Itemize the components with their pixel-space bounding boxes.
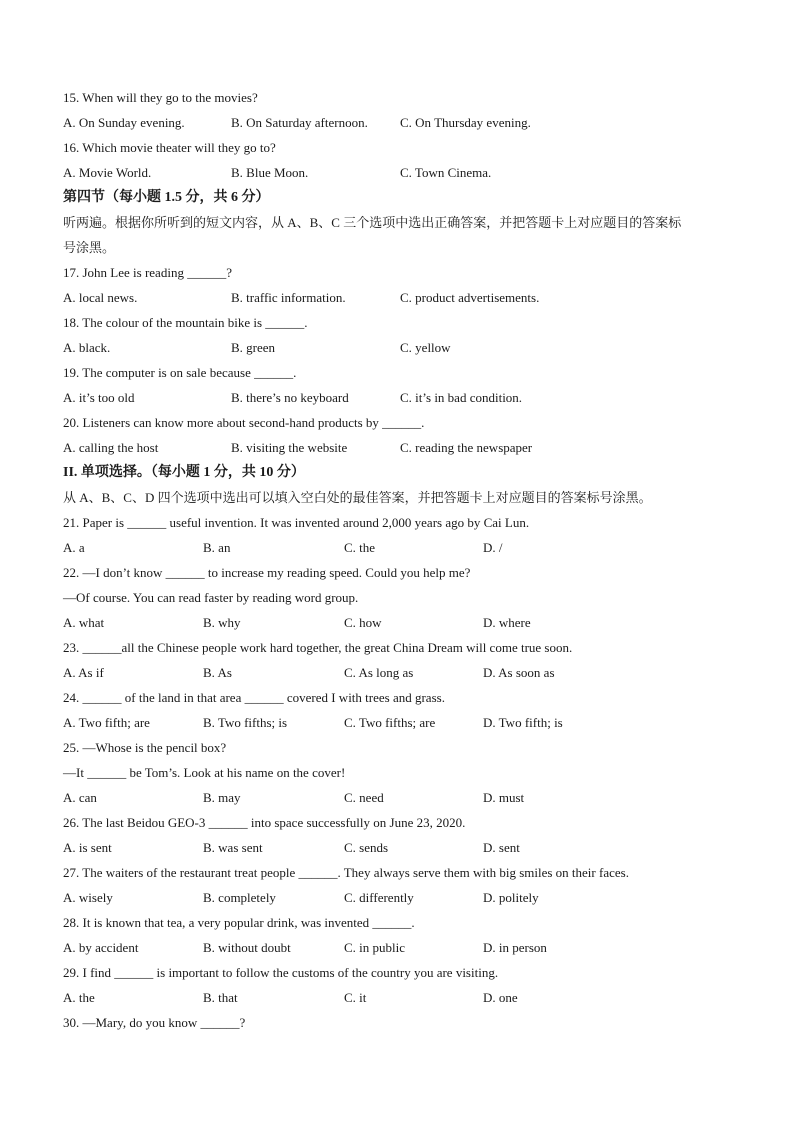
option-b-28: B. without doubt: [203, 940, 291, 955]
option-d-28: D. in person: [483, 940, 547, 955]
option-c-25: C. need: [344, 790, 384, 805]
option-d-22: D. where: [483, 615, 531, 630]
option-c-26: C. sends: [344, 840, 389, 855]
option-c-29: C. it: [344, 990, 367, 1005]
option-a-28: A. by accident: [63, 940, 139, 955]
question-stem-19: 19. The computer is on sale because ______.: [63, 365, 297, 380]
option-b-27: B. completely: [203, 890, 276, 905]
option-b-22: B. why: [203, 615, 241, 630]
option-d-21: D. /: [483, 540, 503, 555]
option-a-19: A. it’s too old: [63, 390, 135, 405]
option-c-20: C. reading the newspaper: [400, 440, 533, 455]
option-b-19: B. there’s no keyboard: [231, 390, 349, 405]
option-a-21: A. a: [63, 540, 85, 555]
option-a-25: A. can: [63, 790, 97, 805]
option-c-15: C. On Thursday evening.: [400, 115, 531, 130]
option-c-28: C. in public: [344, 940, 406, 955]
option-c-21: C. the: [344, 540, 376, 555]
section-instruction: 听两遍。根据你所听到的短文内容，从 A、B、C 三个选项中选出正确答案，并把答题卡上对应题目的答案标: [63, 215, 682, 230]
option-a-22: A. what: [63, 615, 105, 630]
option-a-15: A. On Sunday evening.: [63, 115, 185, 130]
question-stem-16: 16. Which movie theater will they go to?: [63, 140, 276, 155]
option-a-26: A. is sent: [63, 840, 112, 855]
option-d-26: D. sent: [483, 840, 520, 855]
question-stem-29: 29. I find ______ is important to follow the customs of the country you are visiting.: [63, 965, 499, 980]
question-stem-23: 23. ______all the Chinese people work hard together, the great China Dream will come true soon.: [63, 640, 573, 655]
option-a-17: A. local news.: [63, 290, 138, 305]
option-c-23: C. As long as: [344, 665, 414, 680]
option-c-27: C. differently: [344, 890, 414, 905]
option-c-22: C. how: [344, 615, 382, 630]
option-b-23: B. As: [203, 665, 232, 680]
option-d-27: D. politely: [483, 890, 539, 905]
question-stem-30: 30. —Mary, do you know ______?: [63, 1015, 246, 1030]
option-a-20: A. calling the host: [63, 440, 159, 455]
question-stem-15: 15. When will they go to the movies?: [63, 90, 258, 105]
question-stem-22: 22. —I don’t know ______ to increase my reading speed. Could you help me?: [63, 565, 471, 580]
question-stem-21: 21. Paper is ______ useful invention. It was invented around 2,000 years ago by Cai Lun.: [63, 515, 530, 530]
option-d-25: D. must: [483, 790, 525, 805]
question-stem-18: 18. The colour of the mountain bike is ______.: [63, 315, 308, 330]
section-heading: 第四节（每小题 1.5 分，共 6 分）: [63, 190, 270, 205]
option-a-24: A. Two fifth; are: [63, 715, 150, 730]
option-d-24: D. Two fifth; is: [483, 715, 563, 730]
question-stem-17: 17. John Lee is reading ______?: [63, 265, 232, 280]
option-c-19: C. it’s in bad condition.: [400, 390, 523, 405]
option-a-23: A. As if: [63, 665, 104, 680]
option-b-24: B. Two fifths; is: [203, 715, 288, 730]
section-instruction: 从 A、B、C、D 四个选项中选出可以填入空白处的最佳答案，并把答题卡上对应题目的答案标号涂黑。: [63, 490, 652, 505]
section-instruction: 号涂黑。: [63, 240, 116, 255]
option-c-24: C. Two fifths; are: [344, 715, 436, 730]
section-heading: II. 单项选择。（每小题 1 分，共 10 分）: [63, 465, 305, 480]
option-a-18: A. black.: [63, 340, 111, 355]
option-c-18: C. yellow: [400, 340, 451, 355]
question-stem-28: 28. It is known that tea, a very popular drink, was invented ______.: [63, 915, 415, 930]
question-stem-22-reply: —Of course. You can read faster by reading word group.: [63, 590, 359, 605]
option-b-21: B. an: [203, 540, 231, 555]
question-stem-25: 25. —Whose is the pencil box?: [63, 740, 227, 755]
question-stem-27: 27. The waiters of the restaurant treat people ______. They always serve them with big smiles on their faces.: [63, 865, 629, 880]
option-d-29: D. one: [483, 990, 518, 1005]
option-c-17: C. product advertisements.: [400, 290, 540, 305]
option-d-23: D. As soon as: [483, 665, 555, 680]
question-stem-24: 24. ______ of the land in that area ______ covered I with trees and grass.: [63, 690, 445, 705]
option-b-17: B. traffic information.: [231, 290, 346, 305]
option-b-25: B. may: [203, 790, 241, 805]
question-stem-25-reply: —It ______ be Tom’s. Look at his name on the cover!: [63, 765, 346, 780]
option-a-16: A. Movie World.: [63, 165, 152, 180]
option-c-16: C. Town Cinema.: [400, 165, 492, 180]
option-b-18: B. green: [231, 340, 276, 355]
option-a-29: A. the: [63, 990, 95, 1005]
option-b-16: B. Blue Moon.: [231, 165, 309, 180]
option-b-26: B. was sent: [203, 840, 263, 855]
question-stem-20: 20. Listeners can know more about second-hand products by ______.: [63, 415, 425, 430]
option-b-15: B. On Saturday afternoon.: [231, 115, 368, 130]
option-a-27: A. wisely: [63, 890, 113, 905]
question-stem-26: 26. The last Beidou GEO-3 ______ into space successfully on June 23, 2020.: [63, 815, 466, 830]
option-b-29: B. that: [203, 990, 238, 1005]
option-b-20: B. visiting the website: [231, 440, 348, 455]
